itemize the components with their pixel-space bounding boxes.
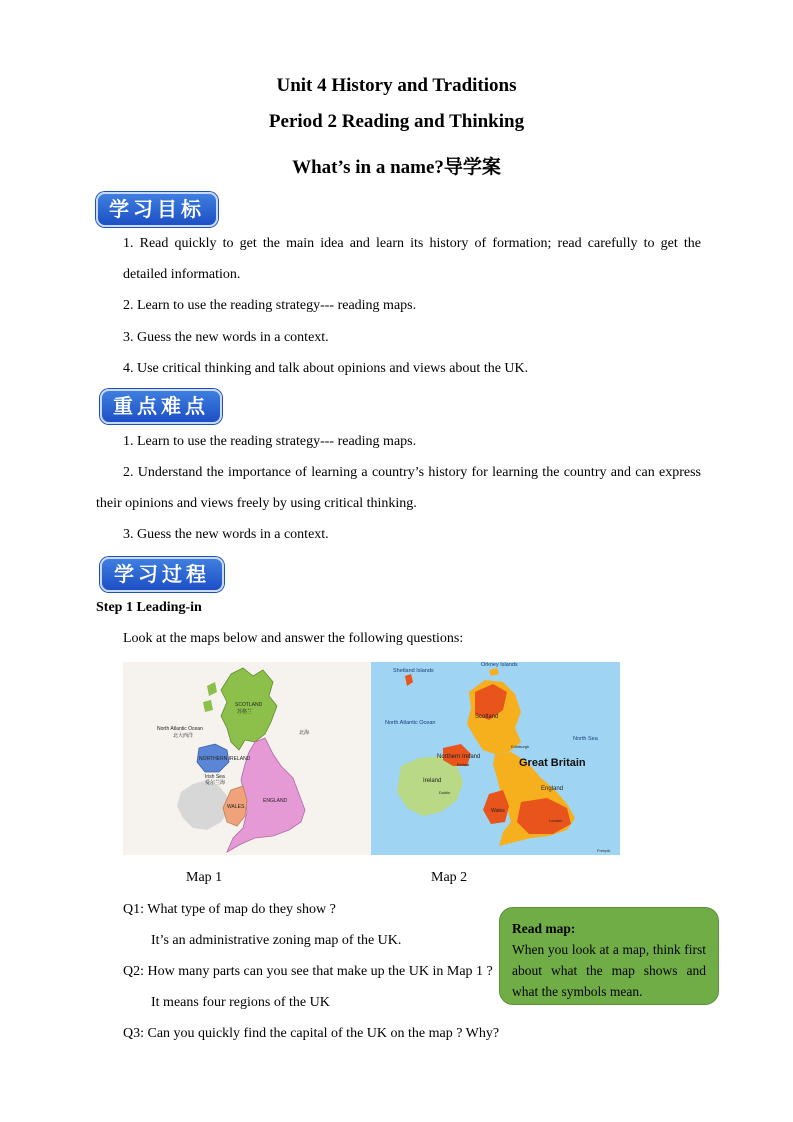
map-1-caption: Map 1: [186, 870, 223, 885]
key-point-2-line2: their opinions and views freely by using critical thinking.: [96, 496, 417, 511]
objective-3: 3. Guess the new words in a context.: [123, 330, 329, 345]
objective-1-line2: detailed information.: [123, 267, 241, 282]
key-point-2-line1: 2. Understand the importance of learning a country’s history for learning the country and can express: [123, 465, 701, 480]
map2-label-scotland: Scotland: [475, 714, 499, 720]
step1-title: Step 1 Leading-in: [96, 600, 202, 615]
map2-label-orkney: Orkney Islands: [481, 662, 518, 668]
map2-label-ireland: Ireland: [423, 778, 442, 784]
scotland-islands: [203, 682, 217, 712]
map2-label-north-sea: North Sea: [573, 736, 598, 742]
map-1: [123, 662, 371, 855]
banner-key-points: 重点难点: [100, 389, 222, 424]
question-3: Q3: Can you quickly find the capital of the UK on the map ? Why?: [123, 1026, 500, 1041]
map1-label-england: ENGLAND: [263, 798, 288, 804]
map1-label-irish-sea-zh: 爱尔兰海: [205, 780, 226, 786]
map-2: [371, 662, 620, 855]
map1-label-scotland: SCOTLAND: [235, 702, 263, 708]
map-2-caption: Map 2: [431, 870, 468, 885]
ireland-shape: [177, 780, 229, 830]
title-lesson: What’s in a name?导学案: [292, 157, 501, 178]
map2-label-edinburgh: Edinburgh: [511, 744, 530, 749]
banner-objectives: 学习目标: [96, 192, 218, 227]
answer-2: It means four regions of the UK: [151, 995, 330, 1010]
map2-label-belfast: Belfast: [457, 762, 470, 767]
map1-label-wales: WALES: [227, 804, 245, 810]
map1-label-atlantic: North Atlantic Ocean: [157, 726, 203, 732]
callout-body: When you look at a map, think first about what the map shows and what the symbols mean.: [512, 942, 706, 999]
callout-title: Read map:: [512, 921, 576, 936]
map2-label-wales: Wales: [491, 808, 505, 814]
objective-2: 2. Learn to use the reading strategy--- reading maps.: [123, 298, 417, 313]
question-1: Q1: What type of map do they show ?: [123, 902, 336, 917]
answer-1: It’s an administrative zoning map of the UK.: [151, 933, 402, 948]
title-unit: Unit 4 History and Traditions: [276, 75, 517, 96]
objective-4: 4. Use critical thinking and talk about opinions and views about the UK.: [123, 361, 529, 376]
map2-label-corner: Freepik: [597, 848, 611, 853]
question-2: Q2: How many parts can you see that make up the UK in Map 1 ?: [123, 964, 493, 979]
map2-label-london: London: [549, 818, 563, 823]
map1-label-scotland-zh: 苏格兰: [237, 709, 253, 715]
map2-label-northern-ireland: Northern Ireland: [437, 754, 481, 760]
map1-label-irish-sea: Irish Sea: [205, 774, 225, 780]
map1-label-north-sea-zh: 北海: [299, 730, 310, 736]
map2-label-england: England: [541, 786, 564, 792]
map1-label-northern-ireland: NORTHERN IRELAND: [199, 756, 251, 762]
objective-1-line1: 1. Read quickly to get the main idea and learn its history of formation; read carefully to get the: [123, 236, 701, 251]
key-point-1: 1. Learn to use the reading strategy--- reading maps.: [123, 434, 417, 449]
map2-label-great-britain: Great Britain: [519, 757, 586, 769]
title-period: Period 2 Reading and Thinking: [268, 111, 525, 132]
map1-label-atlantic-zh: 北大西洋: [173, 733, 194, 739]
map2-label-dublin: Dublin: [439, 790, 451, 795]
map2-label-atlantic: North Atlantic Ocean: [385, 720, 436, 726]
step1-instruction: Look at the maps below and answer the following questions:: [123, 631, 464, 646]
read-map-callout: [499, 907, 719, 1005]
map2-label-shetland: Shetland Islands: [393, 668, 434, 674]
key-point-3: 3. Guess the new words in a context.: [123, 527, 329, 542]
banner-process: 学习过程: [100, 557, 224, 592]
